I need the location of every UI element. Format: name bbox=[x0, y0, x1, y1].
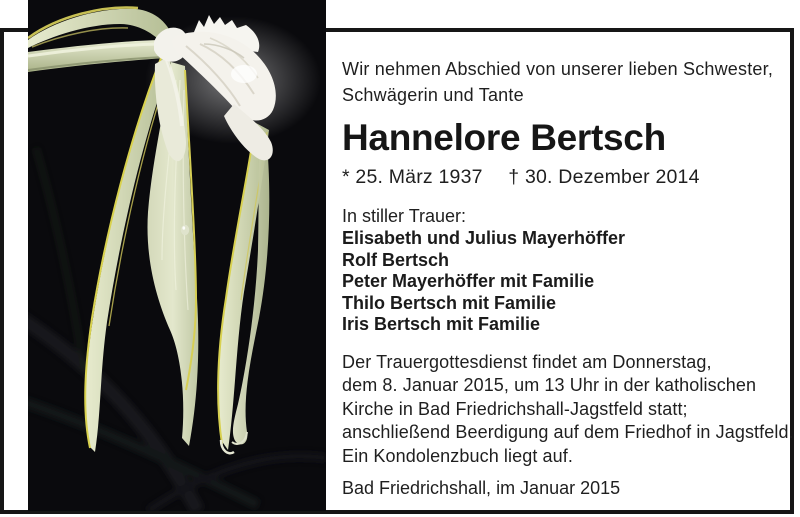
life-dates bbox=[342, 165, 794, 189]
orchid-illustration bbox=[28, 0, 326, 511]
birth-date: * 25. März 1937 bbox=[342, 166, 483, 188]
flower-photo bbox=[28, 0, 326, 511]
water-droplet bbox=[181, 225, 189, 235]
place-and-date: Bad Friedrichshall, im Januar 2015 bbox=[342, 478, 621, 498]
mourners-list: Elisabeth und Julius Mayerhöffer Rolf Bertsch Peter Mayerhöffer mit Familie Thilo Bertsch mit Familie Iris Bertsch mit Familie bbox=[342, 228, 626, 334]
mourning-label: In stiller Trauer: bbox=[342, 206, 467, 226]
service-details: Der Trauergottesdienst findet am Donnerstag, dem 8. Januar 2015, um 13 Uhr in der katholischen Kirche in Bad Friedrichshall-Jagstfeld statt; anschließend Beerdigung auf dem Friedhof in Jagstfeld. Ein Kondolenzbuch liegt auf. bbox=[342, 351, 794, 466]
notice-text-column bbox=[342, 0, 794, 500]
intro-text: Wir nehmen Abschied von unserer lieben Schwester, Schwägerin und Tante bbox=[342, 59, 774, 105]
deceased-name: Hannelore Bertsch bbox=[342, 117, 666, 158]
death-date: † 30. Dezember 2014 bbox=[508, 166, 700, 188]
